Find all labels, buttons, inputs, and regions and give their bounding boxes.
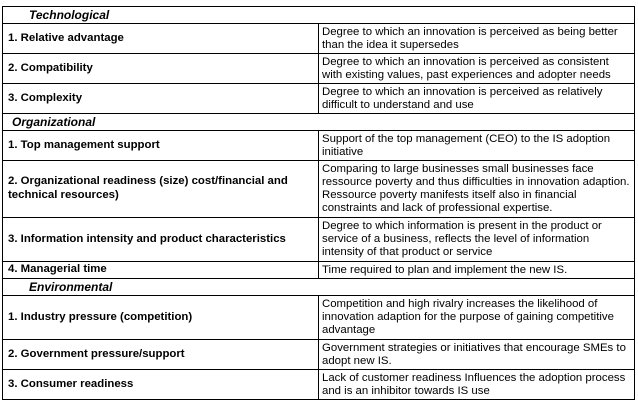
definition-cell: Degree to which information is present in the product or service of a business, reflects the level of information intensity of that product or service <box>319 218 635 262</box>
definition-cell: Lack of customer readiness Influences the adoption process and is an inhibitor towards IS use <box>319 370 635 400</box>
factor-cell: 2. Government pressure/support <box>3 340 319 370</box>
table-row <box>3 54 635 84</box>
table-row <box>3 370 635 400</box>
table-row <box>3 131 635 161</box>
section-label-technological: Technological <box>3 7 635 24</box>
definition-cell: Time required to plan and implement the new IS. <box>319 262 635 279</box>
section-label-organizational: Organizational <box>3 114 635 131</box>
definition-cell: Comparing to large businesses small businesses face ressource poverty and thus difficulties in innovation adaption. Ressource poverty manifests itself also in financial constraints and lack of professional expertise. <box>319 161 635 218</box>
section-label-environmental: Environmental <box>3 279 635 296</box>
table-row <box>3 262 635 279</box>
table-row <box>3 340 635 370</box>
factor-cell: 2. Compatibility <box>3 54 319 84</box>
factor-cell: 1. Relative advantage <box>3 24 319 54</box>
factor-cell: 4. Managerial time <box>3 262 319 279</box>
definition-cell: Degree to which an innovation is perceived as consistent with existing values, past experiences and adopter needs <box>319 54 635 84</box>
section-row-organizational <box>3 114 635 131</box>
factor-cell: 2. Organizational readiness (size) cost/financial and technical resources) <box>3 161 319 218</box>
factor-cell: 3. Information intensity and product characteristics <box>3 218 319 262</box>
table-row <box>3 84 635 114</box>
table-row <box>3 296 635 340</box>
factor-cell: 1. Industry pressure (competition) <box>3 296 319 340</box>
toe-factors-table <box>2 6 635 400</box>
table-row <box>3 24 635 54</box>
definition-cell: Support of the top management (CEO) to the IS adoption initiative <box>319 131 635 161</box>
factor-cell: 3. Complexity <box>3 84 319 114</box>
definition-cell: Degree to which an innovation is perceived as being better than the idea it supersedes <box>319 24 635 54</box>
table-row <box>3 218 635 262</box>
factor-cell: 1. Top management support <box>3 131 319 161</box>
definition-cell: Degree to which an innovation is perceived as relatively difficult to understand and use <box>319 84 635 114</box>
factor-cell: 3. Consumer readiness <box>3 370 319 400</box>
section-row-technological <box>3 7 635 24</box>
section-row-environmental <box>3 279 635 296</box>
table-row <box>3 161 635 218</box>
definition-cell: Competition and high rivalry increases the likelihood of innovation adaption for the purpose of gaining competitive advantage <box>319 296 635 340</box>
definition-cell: Government strategies or initiatives that encourage SMEs to adopt new IS. <box>319 340 635 370</box>
